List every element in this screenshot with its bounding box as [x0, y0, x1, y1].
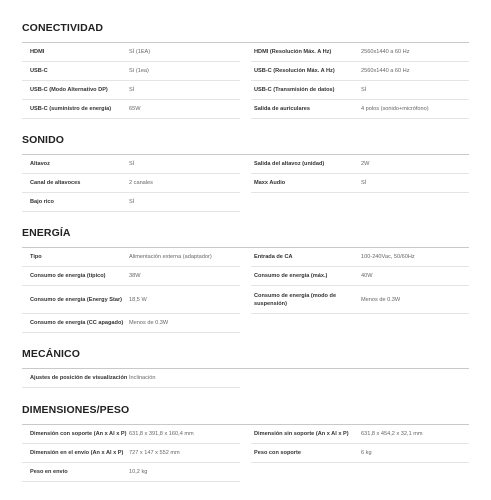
- spec-label: Salida de auriculares: [254, 106, 310, 112]
- spec-row: [22, 100, 240, 119]
- spec-label: USB-C (Transmisión de datos): [254, 87, 335, 93]
- spec-row: [22, 62, 240, 81]
- spec-row: [251, 444, 469, 463]
- spec-label: USB-C: [30, 68, 48, 74]
- spec-row: [22, 81, 240, 100]
- spec-row: [251, 267, 469, 286]
- spec-row: [22, 425, 240, 444]
- spec-value: 2560x1440 a 60 Hz: [361, 68, 410, 74]
- spec-row: [22, 193, 240, 212]
- spec-row: [22, 248, 240, 267]
- spec-column-left: [22, 425, 240, 482]
- spec-value: SÍ: [129, 87, 135, 93]
- spec-label: Dimensión en el envío (An x Al x P): [30, 450, 124, 456]
- spec-column-right: [251, 248, 469, 333]
- spec-row: [22, 267, 240, 286]
- spec-value: Menos de 0.3W: [129, 320, 169, 326]
- spec-column-right: [251, 369, 469, 388]
- spec-label: HDMI: [30, 49, 45, 55]
- spec-value: 631,8 x 391,8 x 160,4 mm: [129, 431, 194, 437]
- section-title: DIMENSIONES/PESO: [22, 404, 130, 416]
- spec-label: Peso en envío: [30, 469, 68, 475]
- section-connectivity: [22, 21, 469, 119]
- spec-row: [251, 248, 469, 267]
- spec-label: Canal de altavoces: [30, 180, 81, 186]
- spec-label: Bajo rico: [30, 199, 54, 205]
- spec-value: Menos de 0.3W: [361, 296, 401, 303]
- spec-value: 727 x 147 x 552 mm: [129, 450, 180, 456]
- section-sound: [22, 133, 469, 212]
- spec-row: [22, 444, 240, 463]
- spec-row: [251, 62, 469, 81]
- spec-row: [22, 369, 240, 388]
- spec-column-left: [22, 43, 240, 119]
- spec-label: HDMI (Resolución Máx. A Hz): [254, 49, 332, 55]
- section-title: CONECTIVIDAD: [22, 22, 104, 34]
- spec-row: [251, 286, 469, 314]
- spec-row: [251, 155, 469, 174]
- spec-label: Dimensión con soporte (An x Al x P): [30, 431, 127, 437]
- spec-label: USB-C (Modo Alternativo DP): [30, 87, 108, 93]
- spec-value: 38W: [129, 273, 141, 279]
- spec-row: [251, 43, 469, 62]
- spec-value: 2560x1440 a 60 Hz: [361, 49, 410, 55]
- spec-label: Consumo de energía (típico): [30, 273, 106, 279]
- spec-row: [251, 425, 469, 444]
- spec-label: Peso con soporte: [254, 450, 301, 456]
- spec-column-right: [251, 155, 469, 212]
- spec-label: Dimensión sin soporte (An x Al x P): [254, 431, 349, 437]
- spec-label: Consumo de energía (Energy Star): [30, 296, 123, 303]
- spec-value: SÍ (1EA): [129, 49, 151, 55]
- spec-label: Consumo de energía (máx.): [254, 273, 328, 279]
- spec-value: SÍ: [129, 161, 135, 167]
- spec-value: 40W: [361, 273, 373, 279]
- spec-value: Alimentación externa (adaptador): [129, 254, 212, 260]
- spec-value: 631,8 x 454,2 x 32,1 mm: [361, 431, 423, 437]
- spec-value: SÍ: [129, 199, 135, 205]
- spec-value: 2 canales: [129, 180, 153, 186]
- spec-label: Tipo: [30, 254, 42, 260]
- spec-row: [22, 286, 240, 314]
- spec-value: 18,5 W: [129, 296, 147, 303]
- section-dimensions-weight: [22, 403, 469, 482]
- spec-value: 2W: [361, 161, 370, 167]
- spec-row: [22, 155, 240, 174]
- section-title: SONIDO: [22, 134, 65, 146]
- spec-row: [22, 314, 240, 333]
- spec-value: 10,2 kg: [129, 469, 148, 475]
- spec-row: [22, 174, 240, 193]
- spec-value: Inclinación: [129, 375, 156, 381]
- spec-label: Maxx Audio: [254, 180, 286, 186]
- spec-row: [251, 174, 469, 193]
- spec-label: Altavoz: [30, 161, 50, 167]
- spec-label: USB-C (Resolución Máx. A Hz): [254, 68, 335, 74]
- spec-column-right: [251, 43, 469, 119]
- spec-label: Entrada de CA: [254, 254, 293, 260]
- spec-label: Salida del altavoz (unidad): [254, 161, 325, 167]
- spec-label: Consumo de energía (modo de suspensión): [254, 292, 337, 307]
- section-energy: [22, 226, 469, 333]
- spec-row: [22, 463, 240, 482]
- spec-value: 65W: [129, 106, 141, 112]
- spec-value: 4 polos (sonido+micrófono): [361, 106, 429, 112]
- spec-value: SÍ: [361, 87, 367, 93]
- spec-label: Consumo de energía (CC apagado): [30, 320, 124, 326]
- spec-column-left: [22, 369, 240, 388]
- spec-value: Sí (1ea): [129, 68, 149, 74]
- spec-label: USB-C (suministro de energía): [30, 106, 112, 112]
- spec-value: SÍ: [361, 180, 367, 186]
- spec-column-left: [22, 248, 240, 333]
- spec-row: [251, 100, 469, 119]
- spec-row: [251, 81, 469, 100]
- spec-value: 6 kg: [361, 450, 372, 456]
- spec-label: Ajustes de posición de visualización: [30, 375, 128, 381]
- spec-value: 100-240Vac, 50/60Hz: [361, 254, 415, 260]
- spec-column-right: [251, 425, 469, 482]
- section-title: ENERGÍA: [22, 227, 71, 239]
- section-mechanical: [22, 347, 469, 388]
- spec-row: [22, 43, 240, 62]
- section-title: MECÁNICO: [22, 348, 80, 360]
- spec-column-left: [22, 155, 240, 212]
